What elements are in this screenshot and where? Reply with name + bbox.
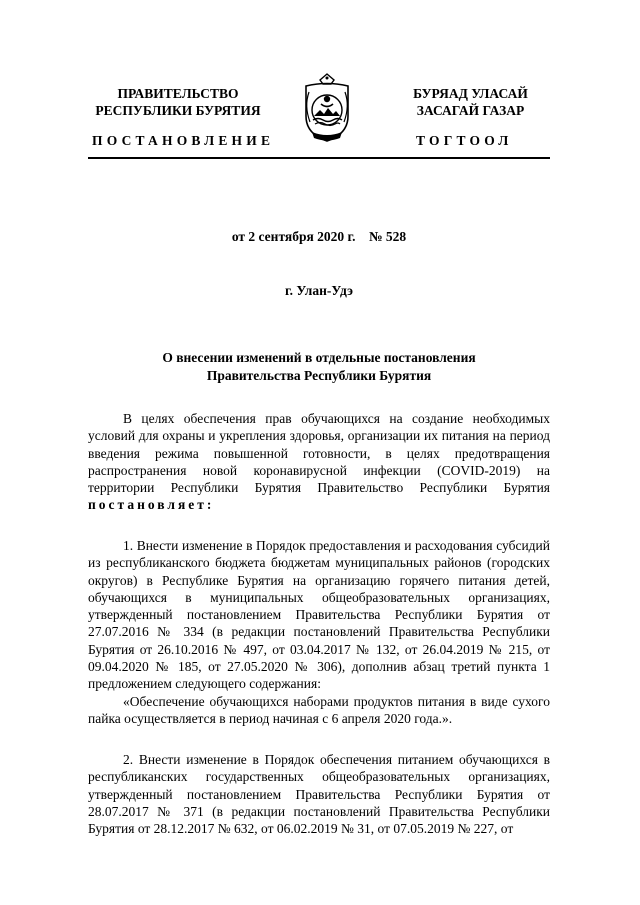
city: г. Улан-Удэ	[285, 283, 353, 298]
item-2-text: 2. Внести изменение в Порядок обеспечения питанием обучающихся в республиканских государственных общеобразовательных организациях, утвержденный постановлением Правительства Республики Бурятия от 28.07.2017 № 371 (в редакции постановлений Правительства Республики Бурятия от 28.12.2017 № 632, от 06.02.2019 № 31, от 07.05.2019 № 227, от	[88, 752, 550, 837]
issuer-line-1: ПРАВИТЕЛЬСТВО	[117, 86, 239, 101]
doc-type-russian: ПОСТАНОВЛЕНИЕ	[92, 133, 275, 148]
item-1-quote: «Обеспечение обучающихся наборами продуктов питания в виде сухого пайка осуществляется в период начиная с 6 апреля 2020 года.».	[88, 693, 550, 726]
subject-line-2: Правительства Республики Бурятия	[206, 368, 432, 383]
buryatia-coat-of-arms-icon	[298, 72, 356, 144]
issuer-line-2: РЕСПУБЛИКИ БУРЯТИЯ	[95, 103, 261, 118]
issuer-line-2-buryat: ЗАСАГАЙ ГАЗАР	[416, 103, 525, 118]
item-2	[88, 751, 550, 837]
resolves-word: постановляет:	[88, 497, 215, 513]
preamble-paragraph	[88, 410, 550, 514]
date-and-number: от 2 сентября 2020 г. № 528	[231, 229, 407, 244]
preamble-text: В целях обеспечения прав обучающихся на создание необходимых условий для охраны и укрепления здоровья, организации их питания на период введения режима повышенной готовности, в целях предотвращения распространения новой коронавирусной инфекции (COVID-2019) на территории Республики Бурятия Правительство Республики Бурятия	[88, 411, 550, 496]
issuer-header-russian	[88, 85, 268, 119]
document-subject	[88, 349, 550, 385]
header-divider	[88, 157, 550, 159]
subject-line-1: О внесении изменений в отдельные постановления	[162, 350, 476, 365]
item-1-text: 1. Внести изменение в Порядок предоставления и расходования субсидий из республиканского бюджета бюджетам муниципальных районов (городских округов) в Республике Бурятия на организацию горячего питания детей, обучающихся в муниципальных общеобразовательных организациях, утвержденный постановлением Правительства Республики Бурятия от 27.07.2016 № 334 (в редакции постановлений Правительства Республики Бурятия от 26.10.2016 № 497, от 03.04.2017 № 132, от 26.04.2019 № 215, от 09.04.2020 № 185, от 27.05.2020 № 306), дополнив абзац третий пункта 1 предложением следующего содержания:	[88, 538, 550, 692]
issuer-line-1-buryat: БУРЯАД УЛАСАЙ	[413, 86, 528, 101]
issuer-header-buryat	[393, 85, 548, 119]
item-1	[88, 537, 550, 727]
doc-type-buryat: ТОГТООЛ	[416, 133, 513, 148]
